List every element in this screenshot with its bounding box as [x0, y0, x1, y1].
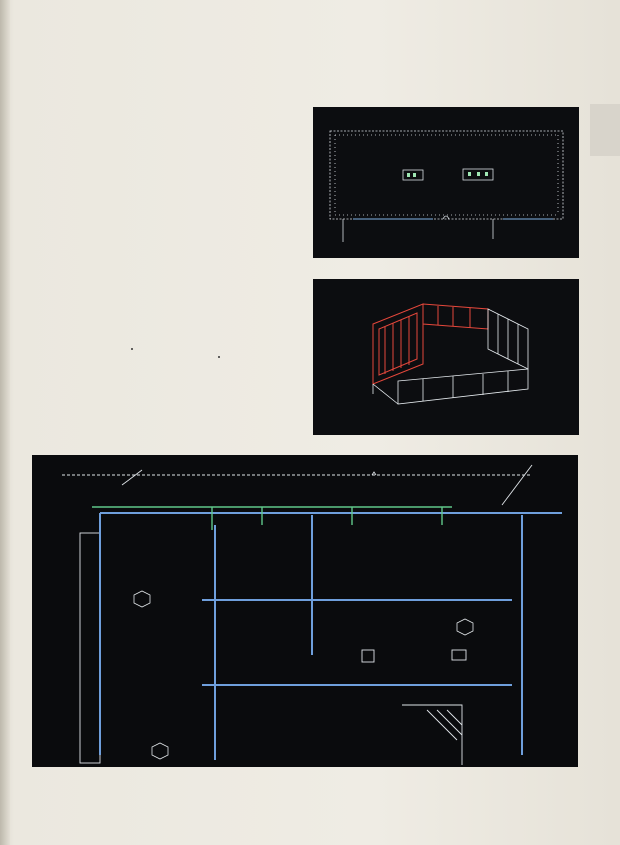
rooms-blue: [100, 513, 562, 760]
figure-floor-plan: [313, 107, 579, 258]
faded-chapter-heading: [470, 62, 620, 107]
speck: [218, 356, 220, 358]
symbols: [134, 591, 473, 759]
figure-heat-test: [313, 279, 579, 435]
heat-test-drawing: [313, 279, 579, 435]
base-plan-white: [62, 465, 532, 765]
ventilation-green: [92, 507, 452, 530]
floor-plan-drawing: [313, 107, 579, 258]
overlay-plan-drawing: [32, 455, 578, 767]
speck: [131, 348, 133, 350]
section-tab: [590, 104, 620, 156]
figure-overlay-detail: [32, 455, 578, 767]
page-spine: [0, 0, 10, 845]
